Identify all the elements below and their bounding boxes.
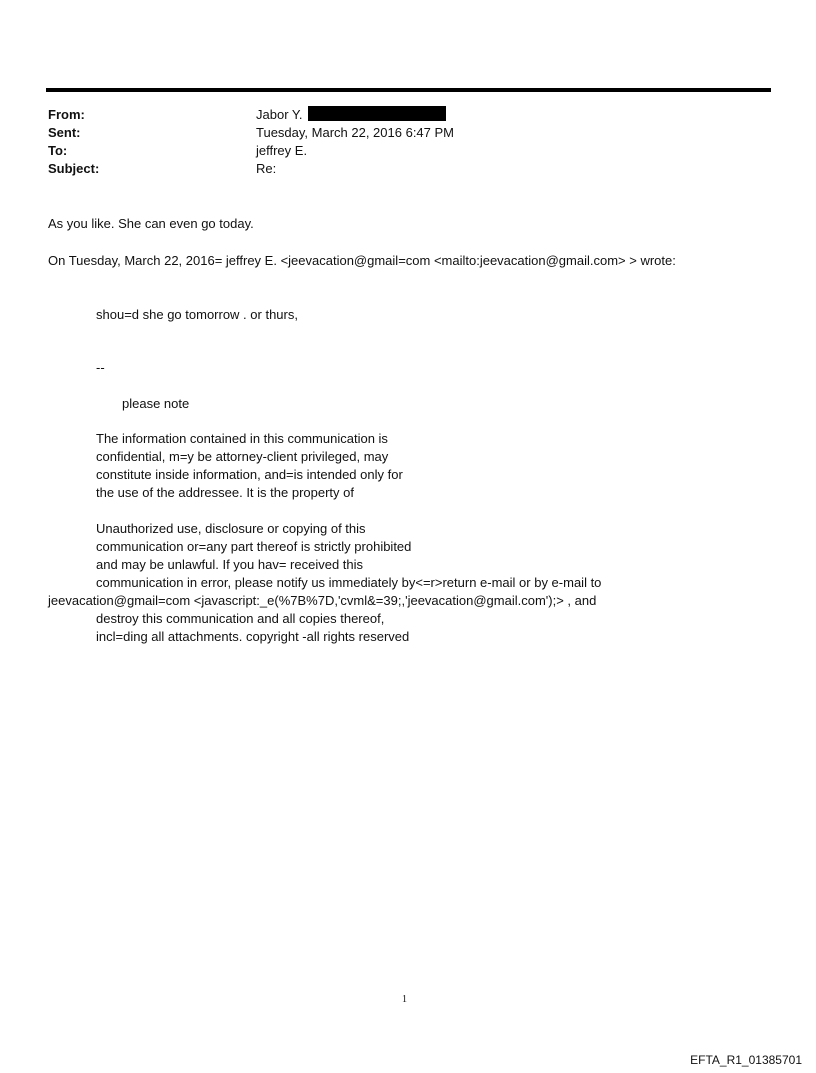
please-note: please note (122, 396, 190, 411)
disclaimer-line: destroy this communication and all copies thereof, (96, 611, 385, 626)
disclaimer-line: Unauthorized use, disclosure or copying of this (96, 521, 366, 536)
document-id-stamp: EFTA_R1_01385701 (690, 1053, 802, 1067)
page-number: 1 (402, 994, 407, 1005)
disclaimer-line: incl=ding all attachments. copyright -all rights reserved (96, 629, 410, 644)
signature-separator: -- (96, 360, 105, 375)
disclaimer-line: The information contained in this communication is (96, 431, 388, 446)
reply-text: As you like. She can even go today. (48, 216, 254, 231)
subject-value: Re: (256, 161, 277, 176)
disclaimer-line: communication in error, please notify us immediately by<=r>return e-mail or by e-mail to (96, 575, 602, 590)
sender-name: Jabor Y. (256, 107, 303, 122)
header-rule (46, 88, 771, 92)
disclaimer-line: communication or=any part thereof is strictly prohibited (96, 539, 412, 554)
disclaimer-line: confidential, m=y be attorney-client privileged, may (96, 449, 389, 464)
to-label: To: (48, 143, 68, 158)
redaction-box (308, 106, 446, 121)
subject-label: Subject: (48, 161, 100, 176)
from-value (256, 106, 446, 124)
to-value: jeffrey E. (256, 143, 308, 158)
disclaimer-line: and may be unlawful. If you hav= received this (96, 557, 364, 572)
quote-intro: On Tuesday, March 22, 2016= jeffrey E. <jeevacation@gmail=com <mailto:jeevacation@gmail.com> > wrote: (48, 253, 676, 268)
disclaimer-line: jeevacation@gmail=com <javascript:_e(%7B%7D,'cvml&=39;,'jeevacation@gmail.com');> , and (48, 593, 597, 608)
disclaimer-line: constitute inside information, and=is intended only for (96, 467, 403, 482)
sent-label: Sent: (48, 125, 81, 140)
quoted-message: shou=d she go tomorrow . or thurs, (96, 307, 298, 322)
disclaimer-line: the use of the addressee. It is the property of (96, 485, 354, 500)
from-label: From: (48, 107, 85, 122)
sent-value: Tuesday, March 22, 2016 6:47 PM (256, 125, 454, 140)
